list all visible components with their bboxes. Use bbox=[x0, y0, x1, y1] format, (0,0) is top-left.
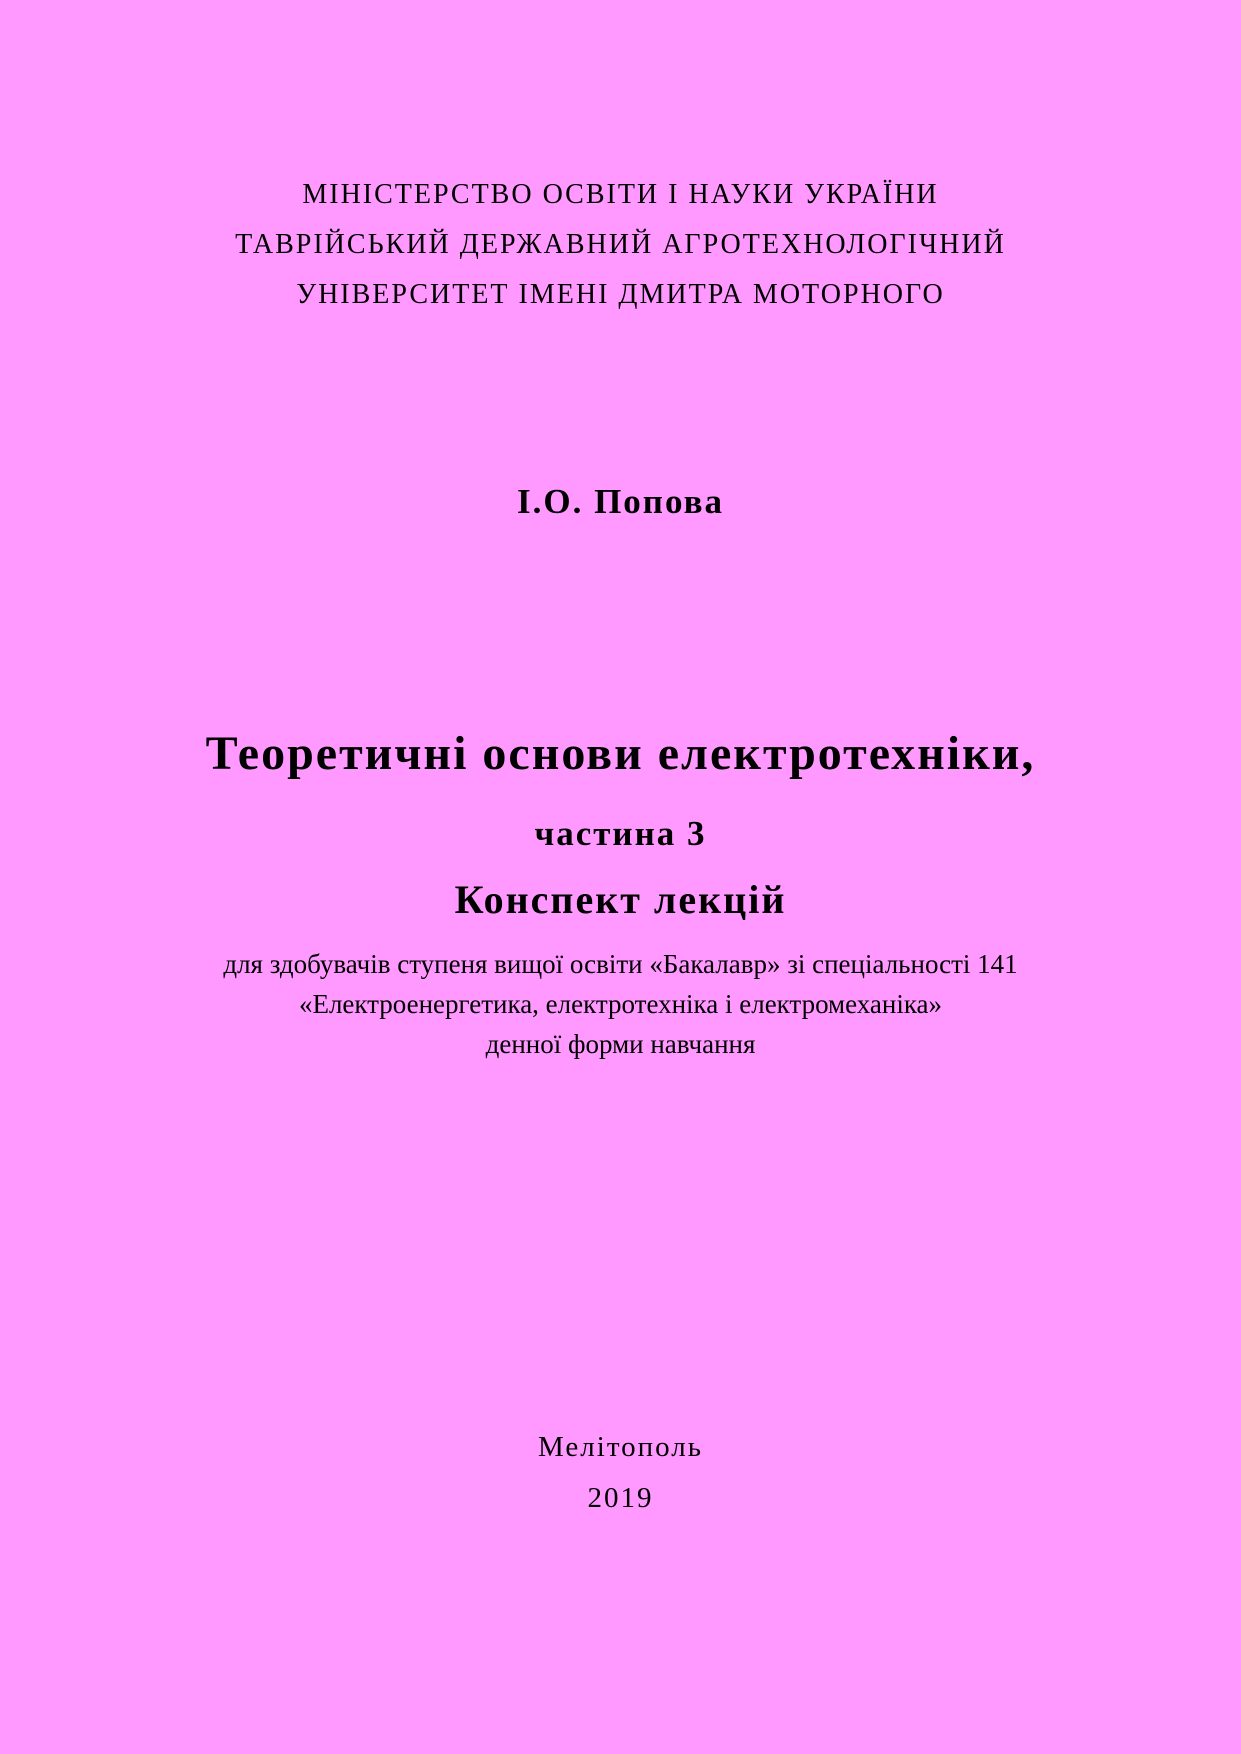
publication-city: Мелітополь bbox=[538, 1431, 703, 1463]
publication-year: 2019 bbox=[587, 1482, 654, 1514]
ministry-line: МІНІСТЕРСТВО ОСВІТИ І НАУКИ УКРАЇНИ bbox=[302, 179, 939, 210]
audience-line-1: для здобувачів ступеня вищої освіти «Бакалавр» зі спеціальності 141 bbox=[223, 949, 1018, 979]
university-line-1: ТАВРІЙСЬКИЙ ДЕРЖАВНИЙ АГРОТЕХНОЛОГІЧНИЙ bbox=[235, 229, 1006, 260]
part-number: частина 3 bbox=[534, 814, 707, 853]
audience-line-3: денної форми навчання bbox=[485, 1029, 756, 1059]
university-line-2: УНІВЕРСИТЕТ ІМЕНІ ДМИТРА МОТОРНОГО bbox=[296, 279, 945, 310]
author-name: І.О. Попова bbox=[516, 482, 724, 521]
audience-line-2: «Електроенергетика, електротехніка і електромеханіка» bbox=[298, 989, 943, 1019]
document-title: Теоретичні основи електротехніки, bbox=[205, 727, 1036, 780]
document-subtitle: Конспект лекцій bbox=[454, 877, 787, 922]
